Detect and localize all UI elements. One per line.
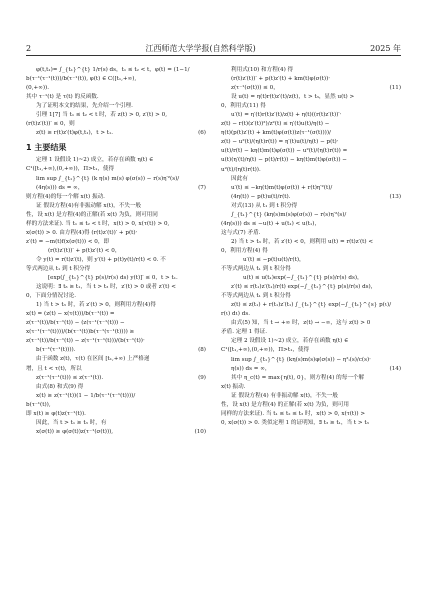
text-line: 证 假设方程(4)有非振动解 x(t)，不失一般 <box>36 202 142 209</box>
text-line: 则方程(4)的每一个解 x(t) 振动. <box>26 193 105 200</box>
text-line: z(t) − r(t)(z′(t))²)/z²(t) ≤ η′(t)u(t)/η(t) − <box>221 121 330 128</box>
text-line: x(t) ≥ z(τ⁻¹(t))(1 − 1/b(τ⁻¹(τ⁻¹(t))))/ <box>36 392 136 399</box>
text-line: [exp(∫_{t₁}^{t} p(s)/r(s) ds) y(t)]′ ≤ 0，t > t₁. <box>48 275 178 282</box>
text-line: 令 y(t) = r(t)z′(t)，则 y′(t) + p(t)y(t)/r(t) < 0. 不 <box>36 256 166 263</box>
text-line: 0，利用方程(4) 得 <box>221 247 268 254</box>
text-line: C¹([t₁,+∞),(0,+∞))，Π>t₁，使得 <box>26 166 115 173</box>
text-line: ∫_{t₁}^{t} (kη(s)m(s)φ(σ(s)) − r(s)η′²(s)/ <box>231 211 347 218</box>
text-line: 引理 1[7] 当 t₁ ≤ t₂ < t 时，若 z(t) > 0, z′(t) > 0, <box>36 112 167 119</box>
text-line: z(τ⁻¹(t))/b(τ⁻¹(t)) − z(τ⁻¹(τ⁻¹(t)))/(b(τ⁻¹(t))· <box>26 338 145 345</box>
equation-number: (14) <box>389 365 401 372</box>
text-line: 设 u(t) = η(t)r(t)z′(t)/z(t)，t > t₃，显然 u(t) > <box>231 94 355 101</box>
equation-text: (4η(t)) − p(t)u(t)/r(t). <box>231 193 291 200</box>
text-line: u(t) ≤ u(t₁)exp(−∫_{t₁}^{t} p(s)/r(s) ds)， <box>243 275 363 282</box>
text-line: z(t) ≤ z(t₁) + r(t₁)z′(t₁) ∫_{t₁}^{t} exp(−∫_{t₁}^{s} p(ι)/ <box>231 302 392 309</box>
text-line: 性，设 x(t) 是方程(4)的正解(若 x(t) 为负，则可用同 <box>26 211 158 218</box>
text-line: u′(t) = η′(t)r(t)z′(t)/z(t) + η(t)((r(t)z′(t))′· <box>231 112 342 119</box>
equation-text: η(s)) ds = ∞， <box>231 365 271 372</box>
page-header <box>26 42 401 54</box>
text-line: 定理 2 设假设 1)~2) 成立，若存在函数 η(t) ∈ <box>231 338 349 345</box>
text-line: 等式两边从 t₁ 到 t 积分得 <box>26 265 91 272</box>
equation-line <box>26 129 206 138</box>
text-line: 矛盾. 定理 1 得证. <box>221 329 268 336</box>
equation-text: x(σ(t)) ≥ φ(σ(t))z(τ⁻¹(σ(t))), <box>36 428 114 435</box>
equation-text: z(t) ≥ r(t)z′(t)φ(t,t₁)，t > t₁. <box>36 130 114 137</box>
text-line: 对式(13) 从 t₁ 到 t 积分得 <box>231 202 298 209</box>
equation-text: z(τ⁻¹(τ⁻¹(t))) ≤ z(τ⁻¹(t)). <box>36 374 104 381</box>
text-line: b(τ⁻¹(τ⁻¹(t)))/b(τ⁻¹(t)), φ(t) ∈ C([t₁,+∞), <box>26 76 137 83</box>
text-line: x(τ⁻¹(τ⁻¹(t))))/(b(τ⁻¹(t))b(τ⁻¹(τ⁻¹(t)))) ≥ <box>26 329 135 336</box>
equation-number: (11) <box>389 85 401 92</box>
text-line: 这说明：∃ t₃ ≥ t₁，当 t > t₃ 时，z′(t) > 0 或者 z′(t) < <box>36 284 176 291</box>
text-line: x(t) = (z(t) − x(τ(t)))/b(τ⁻¹(t)) = <box>26 311 115 318</box>
year: 2025 年 <box>370 43 401 53</box>
text-line: 为了证明本文的结果，先介绍一个引理. <box>36 103 133 110</box>
text-line: u′(t) ≤ −kη(t)m(t)φ(σ(t)) + r(t)η′²(t)/ <box>231 184 333 191</box>
text-line: 同样的方法来证). 当 t₁ ≤ t₂ ≤ t₃ 时，x(t) > 0, x(τ(t)) > <box>221 410 366 417</box>
equation-text: (4η(s))) ds = ∞， <box>36 184 84 191</box>
text-line: 性，设 x(t) 是方程(4) 的正解(若 x(t) 为负，则可用 <box>221 401 350 408</box>
equation-line <box>221 84 401 93</box>
text-line: 因此有 <box>231 175 248 182</box>
left-column <box>26 66 206 437</box>
text-line: 由式(5) 知，当 t → +∞ 时，z(t) → −∞，这与 z(t) > 0 <box>231 320 371 327</box>
text-line: 不等式两边从 t₁ 到 t 积分得 <box>221 293 291 300</box>
text-line: (4η(s))) ds ≤ −u(t) + u(t₁) < u(t₁)， <box>221 220 321 227</box>
text-line: (0,+∞)). <box>26 85 50 92</box>
text-line: lim sup ∫_{t₁}^{t} (kη(s)m(s)φ(σ(s)) − η²ᵢ(s)/c(s)· <box>231 356 371 363</box>
text-line: z′(t) ≤ r(t₁)z′(t₁)/r(t) exp(−∫_{t₁}^{t} p(s)/r(s) ds)， <box>231 284 377 291</box>
text-line: (r(t)z′(t))′ + p(t)z′(t) < 0， <box>48 247 121 254</box>
text-line: 其中 τ⁻¹(t) 是 τ(t) 的反函数. <box>26 94 99 101</box>
text-line: 证 假设方程(4) 有非振动解 x(t)，不失一般 <box>231 392 338 399</box>
text-line: u²(t)/(η(t)r(t)). <box>221 166 261 173</box>
text-line: (r(t)z′(t))′ + p(t)z′(t) + km(t)φ(σ(t))· <box>231 76 331 83</box>
equation-text: z(τ⁻¹(σ(t))) ≤ 0， <box>231 85 279 92</box>
text-line: u(t)/r(t) − kη(t)m(t)φ(σ(t)) − u²(t)/(η(t)r(t)) = <box>221 148 348 155</box>
text-line: z(t) − u²(t)/(η(t)r(t)) = η′(t)u(t)/η(t) − p(t)· <box>221 139 339 146</box>
journal-title: 江西师范大学学报(自然科学版) <box>145 43 256 53</box>
text-line: 0, x(σ(t)) > 0. 类似定理 1 的证明知，∃ t₃ ≥ t₁，当 t > t₃ <box>221 419 369 426</box>
text-line: b(τ⁻¹(t)), <box>26 401 51 408</box>
text-line: 这与式(7) 矛盾. <box>221 229 261 236</box>
text-line: u(t)(η′(t)/η(t) − p(t)/r(t)) − kη(t)m(t)φ(σ(t)) − <box>221 157 347 164</box>
text-line: 1) 当 t > t₃ 时，若 z′(t) > 0，则利用方程(4)得 <box>36 302 156 309</box>
equation-line <box>221 193 401 202</box>
text-line: 其中 η_c(t) = max{η(t), 0}，则方程(4) 的每一个解 <box>231 374 365 381</box>
text-line: 0，下面分情况讨论. <box>26 293 77 300</box>
text-line: 因此，当 t > t₁ ≥ t₃ 时，有 <box>36 419 107 426</box>
text-line: (r(t)z′(t))′ ≤ 0，则 <box>26 121 75 128</box>
text-line: 即 x(t) ≥ φ(t)z(τ⁻¹(t)). <box>26 410 86 417</box>
text-line: φ(t,t₁)= ∫_{t₁}^{t} 1/r(s) ds，t₁ ≤ t₂ < t，φ(t) = (1−1/ <box>36 67 190 73</box>
text-line: 增，且 t < τ(t)，所以 <box>26 365 82 372</box>
equation-number: (6) <box>198 130 206 137</box>
text-line: z′(t) = −m(t)f(x(σ(t))) < 0，即 <box>26 238 110 245</box>
text-line: lim sup ∫_{t₁}^{t} (k η(s) m(s) φ(σ(s)) − r(s)η′²(s)/ <box>36 175 180 182</box>
text-line: x(t) 振动. <box>221 383 246 390</box>
equation-number: (9) <box>198 374 206 381</box>
text-line: u′(t) ≤ −p(t)u(t)/r(t)， <box>243 256 305 263</box>
text-line: C¹([t₁,+∞),(0,+∞))，Π>t₁，使得 <box>221 347 310 354</box>
text-line: 2) 当 t > t₃ 时，若 z′(t) < 0，则利用 u(t) = r(t)z′(t) < <box>231 238 374 245</box>
text-line: 定理 1 设假设 1)~2) 成立，若存在函数 η(t) ∈ <box>36 157 154 164</box>
text-line: 样的方法来证). 当 t₁ ≤ t₂ < t 时，x(t) > 0, x(τ(t)) > 0, <box>26 220 170 227</box>
section-heading: 1 主要结果 <box>26 143 67 153</box>
equation-number: (10) <box>194 428 206 435</box>
equation-number: (13) <box>389 193 401 200</box>
right-column <box>221 66 401 428</box>
equation-line <box>26 374 206 383</box>
equation-line <box>221 365 401 374</box>
equation-text: b(τ⁻¹(τ⁻¹(t)))). <box>36 347 76 354</box>
page-number: 2 <box>26 43 32 53</box>
equation-line <box>26 184 206 193</box>
equation-line <box>26 428 206 437</box>
text-line: 不等式两边从 t₁ 到 t 积分得 <box>221 266 291 273</box>
text-line: η(t)(p(t)z′(t) + km(t)φ(σ(t))z(τ⁻¹(σ(t))))/ <box>221 130 331 137</box>
header-rule <box>26 55 401 56</box>
text-line: x(σ(t)) > 0. 由方程(4)得 (r(t)z′(t))′ + p(t)· <box>26 229 138 236</box>
text-line: z(τ⁻¹(t))/b(τ⁻¹(t)) − (z(τ⁻¹(τ⁻¹(t))) − <box>26 320 125 327</box>
text-line: 0，利用式(11) 得 <box>221 103 266 110</box>
text-line: 由于函数 z(t)，τ(t) 在区间 [t₁,+∞) 上严格递 <box>36 356 150 363</box>
text-line: 利用式(10) 和方程(4) 得 <box>231 67 294 73</box>
equation-number: (8) <box>198 347 206 354</box>
text-line: 由式(8) 和式(9) 得 <box>36 383 84 390</box>
equation-line <box>26 346 206 355</box>
text-line: r(ι) dι) ds. <box>221 311 250 318</box>
equation-number: (7) <box>198 184 206 191</box>
